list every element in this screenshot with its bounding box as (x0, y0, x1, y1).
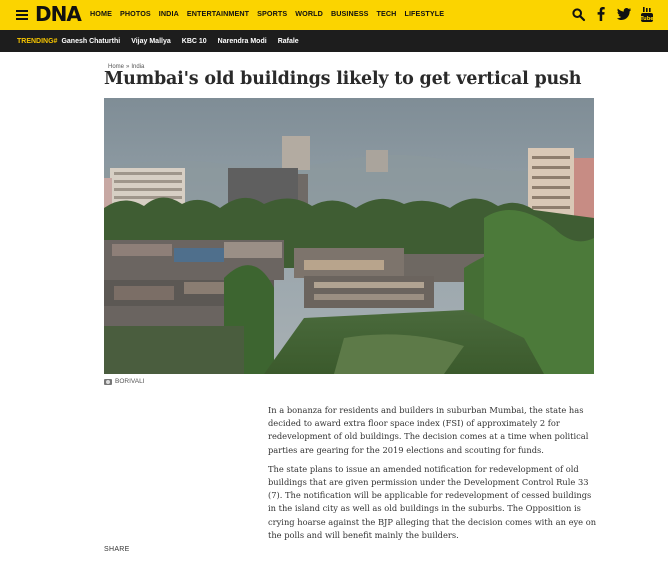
menu-icon[interactable] (16, 10, 28, 20)
youtube-icon[interactable] (640, 6, 654, 22)
image-credit-text: BORIVALI (115, 378, 145, 385)
trending-item-kbc-10[interactable]: KBC 10 (181, 37, 207, 45)
svg-text:Tube: Tube (640, 15, 654, 22)
nav-link-tech[interactable]: TECH (376, 9, 397, 18)
article-hero-image (104, 98, 594, 374)
facebook-icon[interactable] (594, 6, 608, 22)
trending-item-vijay-mallya[interactable]: Vijay Mallya (131, 37, 171, 45)
site-logo[interactable]: DNA (35, 2, 81, 26)
nav-link-business[interactable]: BUSINESS (330, 9, 369, 18)
trending-label: TRENDING# (17, 37, 58, 45)
nav-link-india[interactable]: INDIA (158, 9, 179, 18)
camera-icon (104, 379, 112, 385)
trending-bar (0, 30, 668, 52)
article-body (268, 404, 598, 548)
main-menu (90, 9, 452, 19)
nav-link-photos[interactable]: PHOTOS (119, 9, 151, 18)
nav-link-world[interactable]: WORLD (295, 9, 323, 18)
search-icon[interactable] (571, 6, 585, 22)
image-credit (104, 378, 145, 385)
nav-link-lifestyle[interactable]: LIFESTYLE (404, 9, 445, 18)
nav-link-home[interactable]: HOME (90, 9, 112, 18)
trending-item-ganesh-chaturthi[interactable]: Ganesh Chaturthi (61, 37, 121, 45)
trending-item-rafale[interactable]: Rafale (277, 37, 299, 45)
article-paragraph-2: The state plans to issue an amended notification for redevelopment of old buildings that are given permission under the Development Control Rule 33 (7). The notification will be applicable for redevelopment of cessed buildings in the island city as well as old buildings in the suburbs. The Opposition is crying hoarse against the BJP alleging that the decision comes with an eye on the polls and will benefit mainly the builders. (268, 463, 597, 540)
breadcrumb: Home » India (108, 64, 145, 70)
twitter-icon[interactable] (617, 6, 631, 22)
article-paragraph-1: In a bonanza for residents and builders in suburban Mumbai, the state has decided to award extra floor space index (FSI) of approximately 2 for redevelopment of old buildings. The decision comes at a time when political parties are gearing for the 2019 elections and scouting for funds. (268, 405, 589, 455)
nav-link-entertainment[interactable]: ENTERTAINMENT (186, 9, 250, 18)
top-navbar (0, 0, 668, 30)
share-label[interactable]: SHARE (104, 546, 130, 553)
nav-link-sports[interactable]: SPORTS (257, 9, 288, 18)
article-title: Mumbai's old buildings likely to get vertical push (104, 69, 582, 89)
nav-icons (571, 6, 654, 22)
breadcrumb-home[interactable]: Home (108, 64, 125, 70)
breadcrumb-india[interactable]: India (131, 64, 145, 70)
trending-item-narendra-modi[interactable]: Narendra Modi (217, 37, 267, 45)
